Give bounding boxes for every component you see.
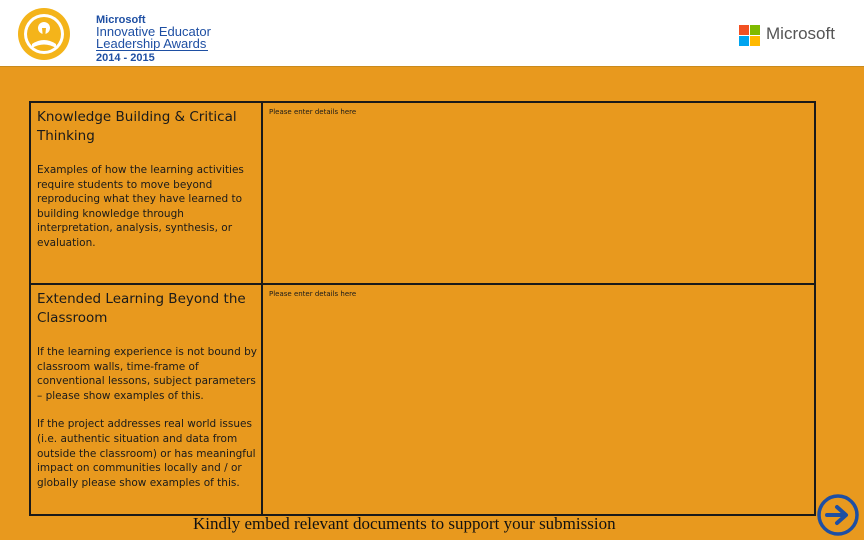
header [0,0,864,67]
criteria-title: Knowledge Building & Critical Thinking [37,109,237,144]
award-logo [16,6,216,62]
logo-line-1: Microsoft [96,14,146,26]
details-entry-field[interactable]: Please enter details here [269,108,357,116]
column-divider [261,103,263,283]
submission-table [29,101,816,516]
criteria-description: Examples of how the learning activities require students to move beyond reproducing what they have learned to building knowledge through interpretation, analysis, synthesis, or evaluation. [37,164,244,249]
criteria-description-2: If the project addresses real world issues (i.e. authentic situation and data from outside the classroom) or has meaningful impact on communities locally and / or globally please show examples of this. [37,418,256,489]
criteria-cell [37,290,259,490]
microsoft-wordmark: Microsoft [766,24,835,43]
logo-line-3: Leadership Awards [96,36,207,51]
logo-years: 2014 - 2015 [96,50,208,64]
award-logo-text [96,14,211,50]
criteria-cell [37,108,259,251]
criteria-title: Extended Learning Beyond the Classroom [37,291,246,326]
table-row [31,103,814,285]
details-entry-field[interactable]: Please enter details here [269,290,357,298]
microsoft-logo-icon [739,25,760,46]
criteria-description: If the learning experience is not bound by classroom walls, time-frame of conventional lessons, subject parameters – please show examples of this. [37,346,257,402]
return-arrow-icon[interactable] [815,492,861,538]
logo-line-2: Innovative Educator [96,24,211,39]
footer-note: Kindly embed relevant documents to support your submission [193,514,616,533]
column-divider [261,285,263,516]
table-row [31,285,814,516]
award-emblem-icon [16,6,72,62]
